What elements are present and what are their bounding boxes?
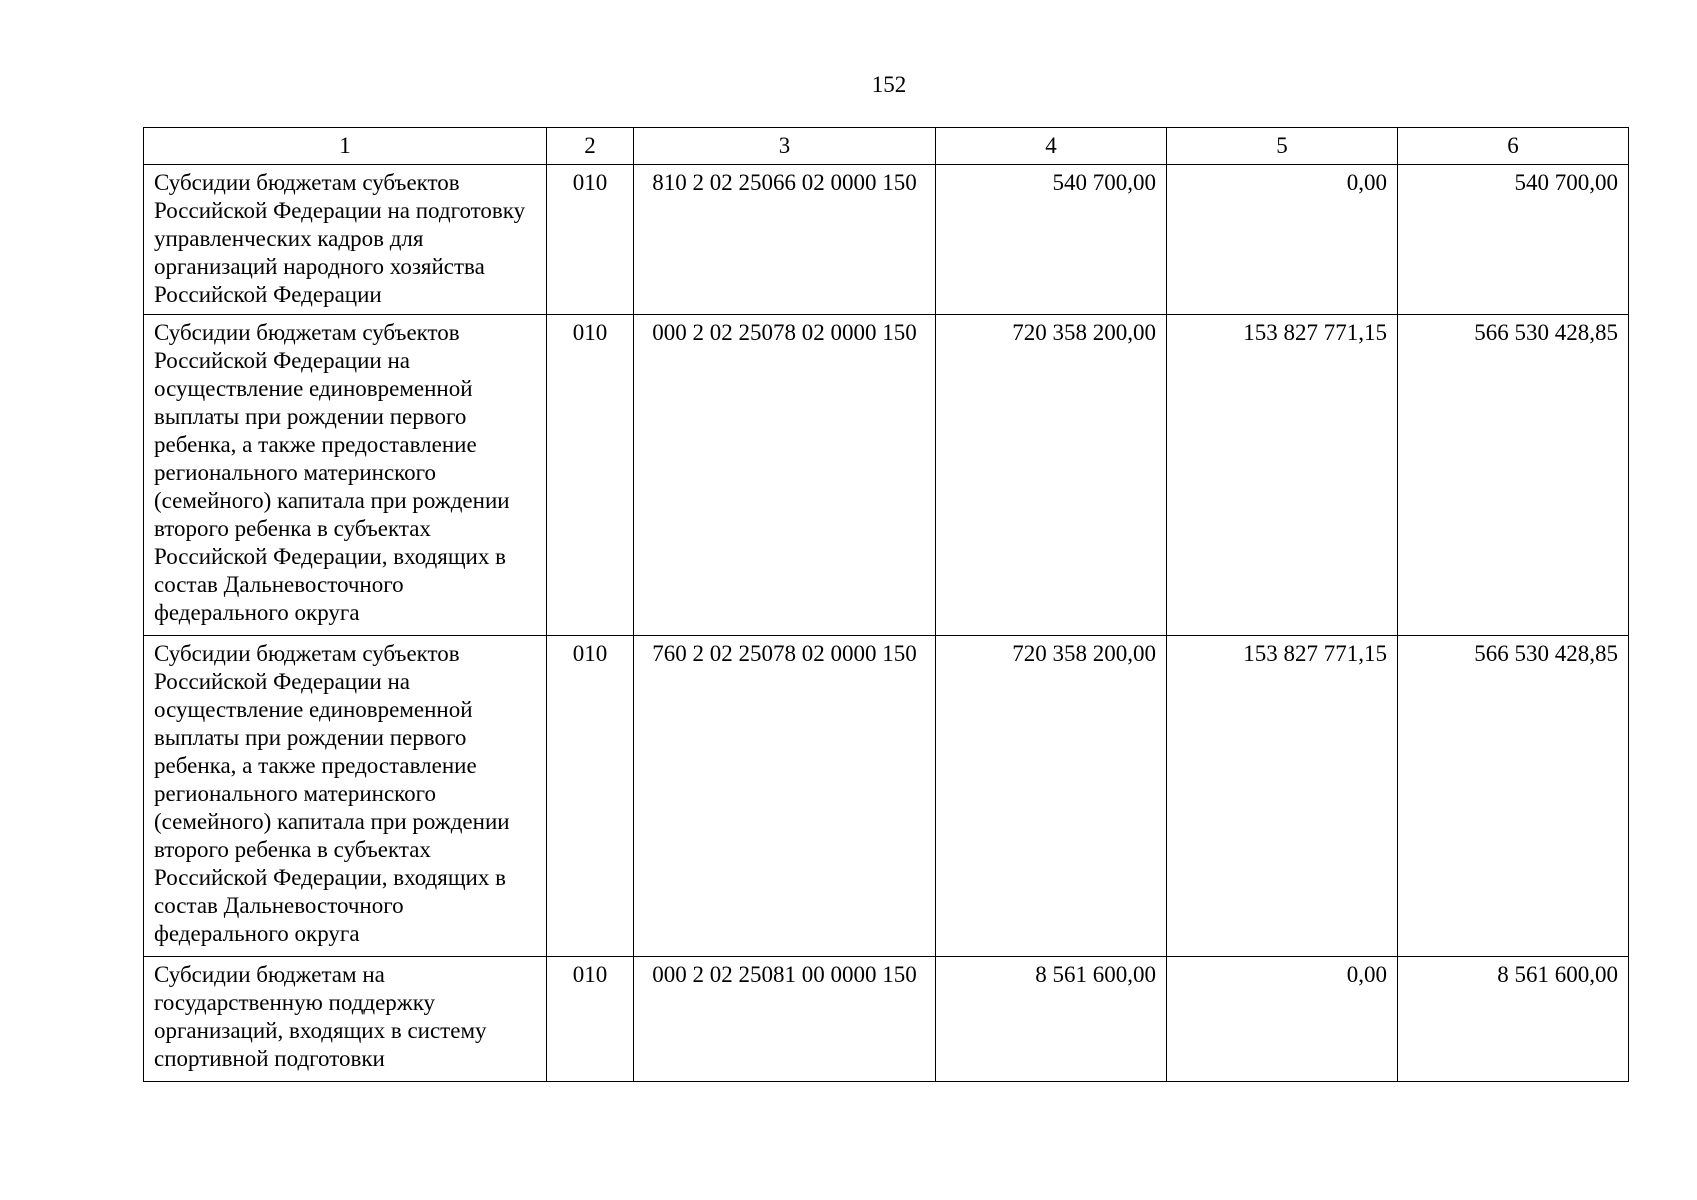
row-budget-code-cell: 810 2 02 25066 02 0000 150 bbox=[634, 165, 936, 315]
row-approved-cell: 8 561 600,00 bbox=[936, 957, 1167, 1082]
row-executed-cell: 153 827 771,15 bbox=[1167, 636, 1398, 957]
row-name-cell: Субсидии бюджетам субъектов Российской Федерации на осуществление единовременной выплаты при рождении первого ребенка, а также предоставление регионального материнского (семейного) капитала при рождении второго ребенка в субъектах Российской Федерации, входящих в состав Дальневосточного федерального округа bbox=[144, 636, 547, 957]
row-unexecuted-cell: 566 530 428,85 bbox=[1398, 636, 1629, 957]
table-row bbox=[144, 165, 1629, 315]
column-header-3: 3 bbox=[634, 128, 936, 165]
row-line-code-cell: 010 bbox=[547, 636, 634, 957]
row-approved-cell: 540 700,00 bbox=[936, 165, 1167, 315]
column-header-6: 6 bbox=[1398, 128, 1629, 165]
page-number: 152 bbox=[871, 72, 907, 97]
table-row bbox=[144, 957, 1629, 1082]
column-header-2: 2 bbox=[547, 128, 634, 165]
column-header-4: 4 bbox=[936, 128, 1167, 165]
budget-execution-table bbox=[143, 127, 1629, 1082]
row-approved-cell: 720 358 200,00 bbox=[936, 315, 1167, 636]
column-header-1: 1 bbox=[144, 128, 547, 165]
row-executed-cell: 153 827 771,15 bbox=[1167, 315, 1398, 636]
table-row bbox=[144, 636, 1629, 957]
row-line-code-cell: 010 bbox=[547, 957, 634, 1082]
row-budget-code-cell: 000 2 02 25081 00 0000 150 bbox=[634, 957, 936, 1082]
row-executed-cell: 0,00 bbox=[1167, 165, 1398, 315]
row-name-cell: Субсидии бюджетам субъектов Российской Федерации на подготовку управленческих кадров для организаций народного хозяйства Российской Федерации bbox=[144, 165, 547, 315]
row-name-cell: Субсидии бюджетам на государственную поддержку организаций, входящих в систему спортивной подготовки bbox=[144, 957, 547, 1082]
row-unexecuted-cell: 8 561 600,00 bbox=[1398, 957, 1629, 1082]
column-header-5: 5 bbox=[1167, 128, 1398, 165]
row-budget-code-cell: 000 2 02 25078 02 0000 150 bbox=[634, 315, 936, 636]
row-executed-cell: 0,00 bbox=[1167, 957, 1398, 1082]
row-line-code-cell: 010 bbox=[547, 165, 634, 315]
row-approved-cell: 720 358 200,00 bbox=[936, 636, 1167, 957]
table-header-row bbox=[144, 128, 1629, 165]
table-row bbox=[144, 315, 1629, 636]
row-line-code-cell: 010 bbox=[547, 315, 634, 636]
row-unexecuted-cell: 540 700,00 bbox=[1398, 165, 1629, 315]
row-name-cell: Субсидии бюджетам субъектов Российской Федерации на осуществление единовременной выплаты при рождении первого ребенка, а также предоставление регионального материнского (семейного) капитала при рождении второго ребенка в субъектах Российской Федерации, входящих в состав Дальневосточного федерального округа bbox=[144, 315, 547, 636]
row-unexecuted-cell: 566 530 428,85 bbox=[1398, 315, 1629, 636]
row-budget-code-cell: 760 2 02 25078 02 0000 150 bbox=[634, 636, 936, 957]
